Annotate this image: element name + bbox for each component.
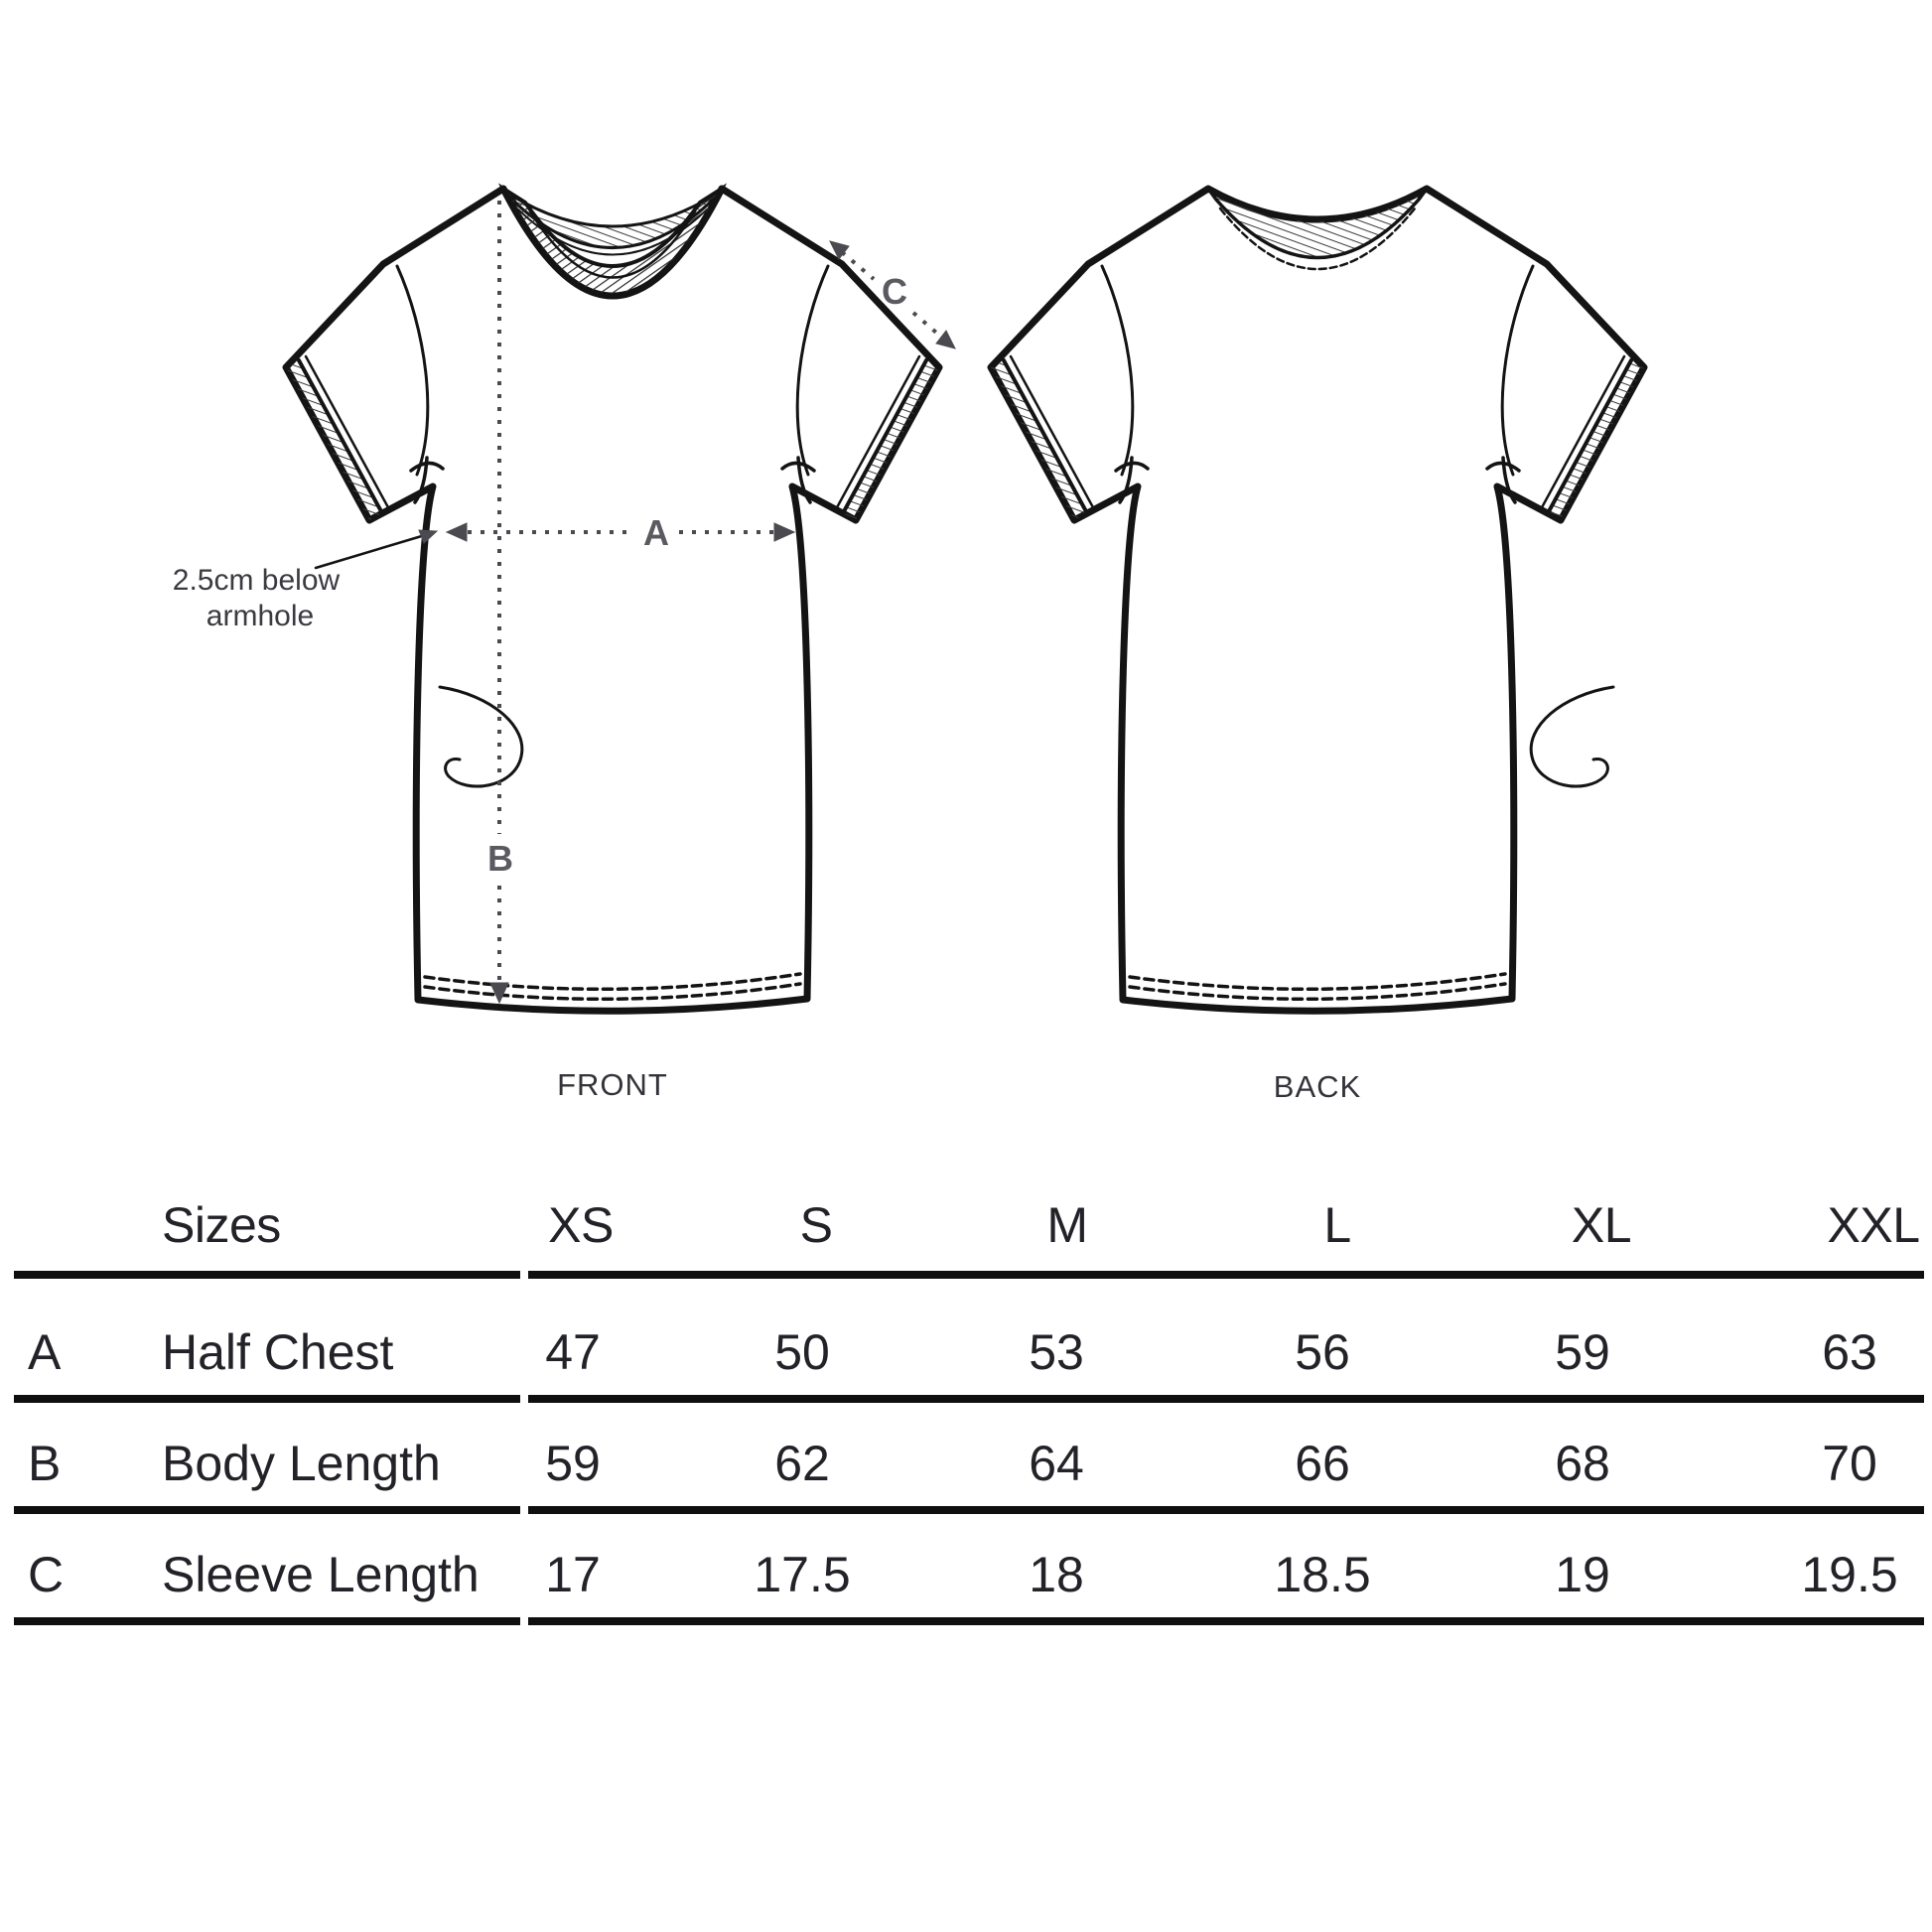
armhole-annotation	[173, 530, 437, 632]
body-length-s: 62	[774, 1436, 830, 1491]
sleeve-length-m: 18	[1029, 1547, 1084, 1602]
row-label: Half Chest	[162, 1324, 394, 1380]
sleeve-length-l: 18.5	[1274, 1547, 1371, 1602]
table-rule	[528, 1395, 1924, 1403]
half-chest-l: 56	[1295, 1324, 1350, 1380]
front-shirt-drawing	[286, 189, 939, 1011]
size-col-xs: XS	[548, 1197, 614, 1253]
size-col-xxl: XXL	[1827, 1197, 1920, 1253]
half-chest-m: 53	[1029, 1324, 1084, 1380]
body-length-xxl: 70	[1822, 1436, 1877, 1491]
body-length-xl: 68	[1555, 1436, 1610, 1491]
table-rule	[14, 1395, 520, 1403]
body-length-m: 64	[1029, 1436, 1084, 1491]
row-letter: C	[28, 1547, 65, 1602]
table-rule	[14, 1271, 520, 1279]
table-rule	[528, 1271, 1924, 1279]
sleeve-length-xxl: 19.5	[1801, 1547, 1898, 1602]
front-caption: FRONT	[557, 1067, 668, 1102]
back-caption: BACK	[1273, 1069, 1362, 1104]
sleeve-length-s: 17.5	[754, 1547, 851, 1602]
back-shirt-drawing	[991, 189, 1644, 1011]
half-chest-xl: 59	[1555, 1324, 1610, 1380]
table-rule	[528, 1617, 1924, 1625]
table-rule	[14, 1506, 520, 1514]
dim-c-label: C	[882, 271, 907, 312]
half-chest-xxl: 63	[1822, 1324, 1877, 1380]
row-letter: B	[28, 1436, 62, 1491]
sizes-header-label: Sizes	[162, 1197, 281, 1253]
body-length-l: 66	[1295, 1436, 1350, 1491]
size-col-s: S	[799, 1197, 833, 1253]
row-label: Body Length	[162, 1436, 441, 1491]
sleeve-length-xs: 17	[545, 1547, 601, 1602]
half-chest-xs: 47	[545, 1324, 601, 1380]
size-col-xl: XL	[1571, 1197, 1632, 1253]
table-rule	[528, 1506, 1924, 1514]
size-col-l: L	[1323, 1197, 1351, 1253]
size-col-m: M	[1046, 1197, 1088, 1253]
body-length-xs: 59	[545, 1436, 601, 1491]
armhole-note-line2: armhole	[206, 600, 315, 632]
sleeve-length-xl: 19	[1555, 1547, 1610, 1602]
table-rule	[14, 1617, 520, 1625]
dim-b-label: B	[487, 838, 513, 879]
dim-a-label: A	[643, 512, 669, 553]
row-label: Sleeve Length	[162, 1547, 480, 1602]
row-letter: A	[28, 1324, 62, 1380]
half-chest-s: 50	[774, 1324, 830, 1380]
armhole-note-line1: 2.5cm below	[172, 564, 341, 597]
